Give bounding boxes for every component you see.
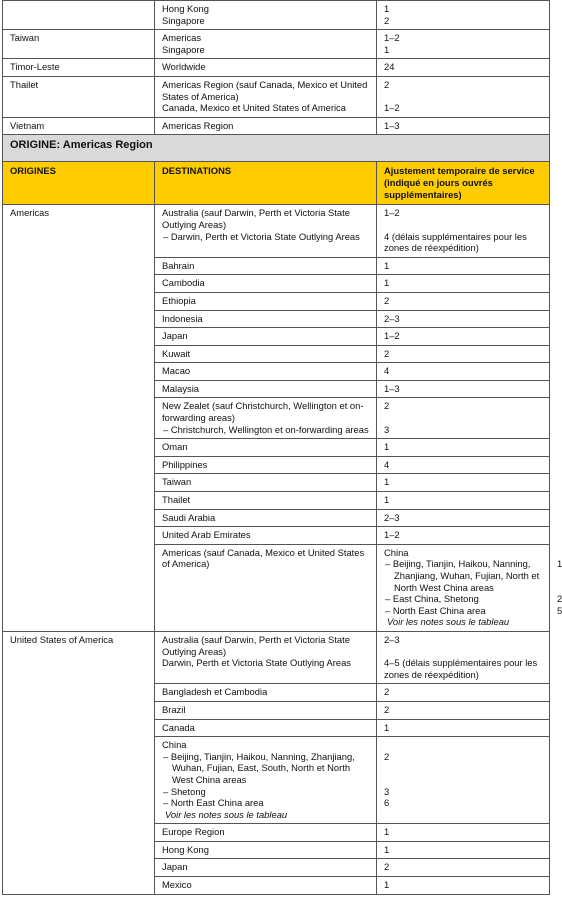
destination-cell: Australia (sauf Darwin, Perth et Victoria State Outlying Areas) Darwin, Perth et Victoria State Outlying Areas bbox=[155, 631, 377, 683]
destination-cell: China – Beijing, Tianjin, Haikou, Nanning, Zhanjiang, Wuhan, Fujian, North et North West China areas – East China, Shetong – North East China area Voir les notes sous le tableau bbox=[377, 544, 550, 631]
adjustment-cell: 2 1–2 bbox=[377, 76, 550, 117]
adjustment-cell: 1–3 bbox=[377, 117, 550, 135]
table-row: United Arab Emirates 1–2 bbox=[3, 527, 550, 545]
destination-cell: Worldwide bbox=[155, 59, 377, 77]
destination-cell: China – Beijing, Tianjin, Haikou, Nanning, Zhanjiang, Wuhan, Fujian, East, South, North et North West China areas – Shetong – North East China area Voir les notes sous le tableau bbox=[155, 737, 377, 824]
table-row: Bahrain 1 bbox=[3, 257, 550, 275]
adjustment-cell: 1 2 bbox=[377, 1, 550, 30]
table-row bbox=[3, 59, 550, 77]
table-row: Mexico 1 bbox=[3, 877, 550, 895]
header-adjustment: Ajustement temporaire de service (indiqué en jours ouvrés supplémentaires) bbox=[377, 162, 550, 205]
table-row: Bangladesh et Cambodia 2 bbox=[3, 684, 550, 702]
adjustment-cell: 2–3 4–5 (délais supplémentaires pour les zones de réexpédition) bbox=[377, 631, 550, 683]
destination-cell: Australia (sauf Darwin, Perth et Victoria State Outlying Areas) – Darwin, Perth et Victoria State Outlying Areas bbox=[155, 205, 377, 257]
origin-cell bbox=[3, 1, 155, 30]
table-row: Indonesia 2–3 bbox=[3, 310, 550, 328]
adjustment-cell: 1–2 4 (délais supplémentaires pour les zones de réexpédition) bbox=[377, 205, 550, 257]
table-row: Taiwan 1 bbox=[3, 474, 550, 492]
destination-cell: New Zealet (sauf Christchurch, Wellington et on-forwarding areas) – Christchurch, Wellington et on-forwarding areas bbox=[155, 398, 377, 439]
table-row bbox=[3, 1, 550, 30]
origin-cell: Thailet bbox=[3, 76, 155, 117]
table-row bbox=[3, 76, 550, 117]
adjustment-cell: 2 3 6 bbox=[377, 737, 550, 824]
section-header-row bbox=[3, 135, 550, 162]
adjustment-cell: 2 3 bbox=[377, 398, 550, 439]
table-row: Canada 1 bbox=[3, 719, 550, 737]
table-row bbox=[3, 205, 550, 257]
destination-cell: Americas Region bbox=[155, 117, 377, 135]
origin-cell: United States of America bbox=[3, 631, 155, 894]
table-row: Saudi Arabia 2–3 bbox=[3, 509, 550, 527]
column-header-row bbox=[3, 162, 550, 205]
section-title: ORIGINE: Americas Region bbox=[3, 135, 550, 162]
origin-cell: Vietnam bbox=[3, 117, 155, 135]
adjustment-cell: 24 bbox=[377, 59, 550, 77]
destination-cell: Americas Singapore bbox=[155, 30, 377, 59]
table-row: Malaysia 1–3 bbox=[3, 380, 550, 398]
service-adjustment-table bbox=[2, 0, 562, 895]
table-row: Kuwait 2 bbox=[3, 345, 550, 363]
table-row: Americas (sauf Canada, Mexico et United States of America) China – Beijing, Tianjin, Haikou, Nanning, Zhanjiang, Wuhan, Fujian, North et North West China areas – East China, Shetong – North East China area Voir les notes sous le tableau 1 2 5 bbox=[3, 544, 550, 631]
table-row: Philippines 4 bbox=[3, 456, 550, 474]
origin-cell: Timor-Leste bbox=[3, 59, 155, 77]
header-origins: ORIGINES bbox=[3, 162, 155, 205]
origin-cell: Americas bbox=[3, 205, 155, 632]
table-row: Macao 4 bbox=[3, 363, 550, 381]
table-row: Brazil 2 bbox=[3, 701, 550, 719]
table-row: Hong Kong 1 bbox=[3, 841, 550, 859]
table-row: Japan 2 bbox=[3, 859, 550, 877]
origin-cell: Americas (sauf Canada, Mexico et United States of America) bbox=[155, 544, 377, 631]
table-row bbox=[3, 117, 550, 135]
table-row: Cambodia 1 bbox=[3, 275, 550, 293]
table-row: Japan 1–2 bbox=[3, 328, 550, 346]
table-row: Ethiopia 2 bbox=[3, 292, 550, 310]
table-row: Oman 1 bbox=[3, 439, 550, 457]
origin-cell: Taiwan bbox=[3, 30, 155, 59]
destination-cell: Americas Region (sauf Canada, Mexico et United States of America) Canada, Mexico et United States of America bbox=[155, 76, 377, 117]
adjustment-cell: 1–2 1 bbox=[377, 30, 550, 59]
table-row: Thailet 1 bbox=[3, 492, 550, 510]
header-destinations: DESTINATIONS bbox=[155, 162, 377, 205]
table-row bbox=[3, 30, 550, 59]
table-row: Europe Region 1 bbox=[3, 824, 550, 842]
destination-cell: Hong Kong Singapore bbox=[155, 1, 377, 30]
table-row bbox=[3, 631, 550, 683]
